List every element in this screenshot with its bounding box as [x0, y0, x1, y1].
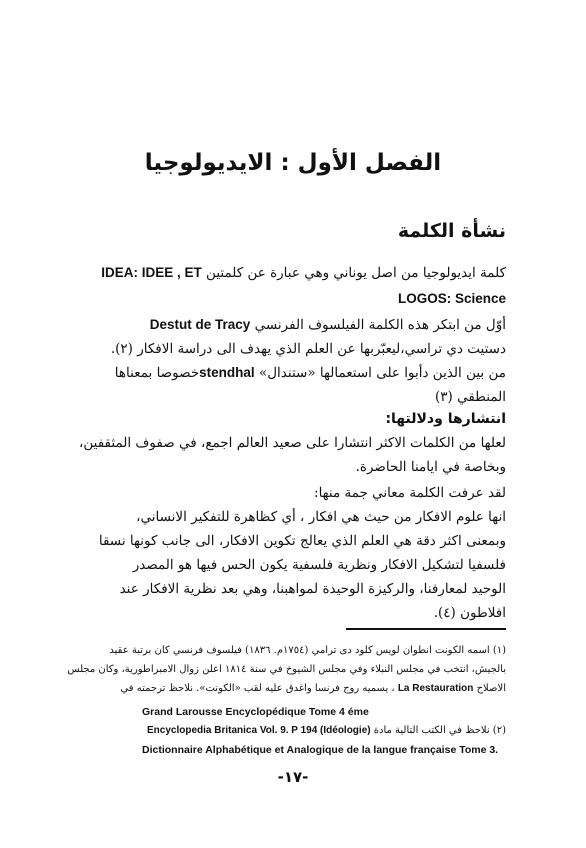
- paragraph-text: خصوصا بمعناها: [114, 365, 200, 381]
- chapter-title: الايديولوجيا: [144, 150, 273, 176]
- paragraph-line: دستيت دي تراسي،ليعبّربها عن العلم الذي يهدف الى دراسة الافكار (٢).: [110, 341, 506, 357]
- paragraph-line: لعلها من الكلمات الاكثر انتشارا على صعيد العالم اجمع، في صفوف المثقفين،: [79, 435, 506, 451]
- paragraph-line: [80, 316, 506, 334]
- foreign-term: La Restauration: [397, 683, 474, 694]
- paragraph-text: من بين الذين دأبوا على استعمالها «ستندال»: [258, 365, 506, 381]
- footnote-line: (١) اسمه الكونت انطوان لويس كلود دى ترامي (١٧٥٤م. ١٨٣٦) فيلسوف فرنسي كان برتبة عقيد: [109, 645, 506, 656]
- chapter-heading: [0, 150, 586, 176]
- paragraph-line: انها علوم الافكار من حيث هي افكار ، أي كظاهرة للتفكير الانساني،: [136, 509, 506, 525]
- foreign-term: Destut de Tracy: [149, 317, 251, 332]
- paragraph-line: فلسفيا لتشكيل الافكار ونظرية فلسفية يكون الحس فيها هو المصدر: [132, 557, 506, 573]
- foreign-term: Encyclopedia Britanica Vol. 9. P 194 (Idéologie): [147, 725, 371, 736]
- paragraph-line: [80, 290, 506, 308]
- paragraph-line: الوحيد لمعارفنا، والركيزة الوحيدة لمواهبنا، وهي بعد نظرية الافكار عند: [119, 581, 506, 597]
- foreign-term: stendhal: [199, 365, 255, 380]
- footnote-reference: Grand Larousse Encyclopédique Tome 4 éme: [142, 706, 369, 718]
- foreign-term: IDEA: IDEE , ET: [101, 265, 202, 280]
- paragraph-text: أوّل من ابتكر هذه الكلمة الفيلسوف الفرنسي: [254, 317, 506, 333]
- section-title: نشأة الكلمة: [397, 220, 506, 242]
- footnote-text: الاصلاح: [476, 683, 506, 694]
- footnote-reference: Dictionnaire Alphabétique et Analogique de la langue française Tome 3.: [142, 744, 499, 756]
- footnote-line: بالجيش، انتخب في مجلس النبلاء وفي مجلس الشيوخ في سنة ١٨١٤ اعلن زوال الامبراطورية، وكان مجلس: [67, 664, 506, 675]
- footnote-text: ، يسميه روج فرنسا واغدق عليه لقب «الكونت». نلاحظ ترجمته في: [120, 683, 395, 694]
- paragraph-line: المنطقي (٣): [434, 389, 506, 405]
- chapter-label: الفصل الأول: [297, 150, 442, 176]
- chapter-separator: :: [280, 150, 290, 176]
- footnote-divider: [346, 628, 506, 630]
- footnote-line: [80, 682, 506, 696]
- subheading: انتشارها ودلالتها:: [385, 411, 506, 427]
- paragraph-line: افلاطون (٤).: [433, 605, 506, 621]
- paragraph-text: كلمة ايديولوجيا من اصل يوناني وهي عبارة عن كلمتين: [206, 265, 506, 281]
- paragraph-line: وبخاصة في ايامنا الحاضرة.: [355, 459, 506, 475]
- foreign-term: LOGOS: Science: [397, 291, 506, 306]
- footnote-text: (٢) نلاحظ في الكتب التالية مادة: [373, 725, 506, 736]
- paragraph-line: [80, 364, 506, 382]
- footnote-line: [80, 724, 506, 738]
- paragraph-line: وبمعنى اكثر دقة هي العلم الذي يعالج تكوين الافكار، الى جانب كونها نسقا: [98, 533, 506, 549]
- paragraph-line: [80, 264, 506, 282]
- page-number: -١٧-: [277, 768, 309, 786]
- paragraph-line: لقد عرفت الكلمة معاني جمة منها:: [314, 485, 506, 501]
